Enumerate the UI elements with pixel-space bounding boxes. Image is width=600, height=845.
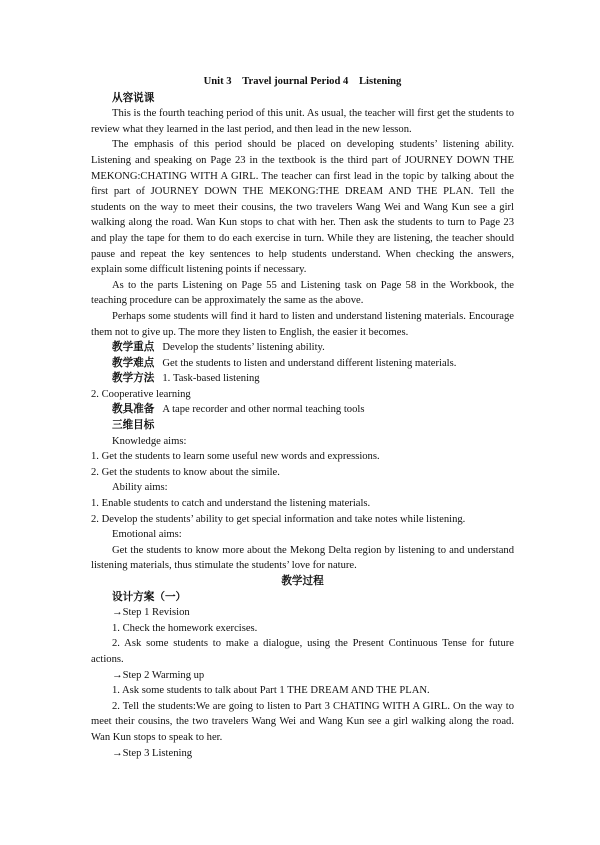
title-name: Travel journal Period 4 xyxy=(242,76,349,87)
intro-paragraph-3: As to the parts Listening on Page 55 and Listening task on Page 58 in the Workbook, the teaching procedure can be approximately the same as the above. xyxy=(91,279,514,307)
emotional-aim: Get the students to know more about the Mekong Delta region by listening to and understand listening materials, thus stimulate the students’ love for nature. xyxy=(91,544,514,572)
emotional-aims-label: Emotional aims: xyxy=(112,529,182,541)
aids-label: 教具准备 xyxy=(112,404,155,416)
aids-text: A tape recorder and other normal teaching tools xyxy=(162,404,365,416)
intro-paragraph-1: This is the fourth teaching period of this unit. As usual, the teacher will first get the students to review what they learned in the last period, and then lead in the new lesson. xyxy=(91,108,514,135)
step-2-heading: →Step 2 Warming up xyxy=(112,669,205,681)
plan-heading: 设计方案（一） xyxy=(112,591,187,603)
aids-line xyxy=(91,402,514,418)
key-points-label: 教学重点 xyxy=(112,342,155,354)
methods-label: 教学方法 xyxy=(112,373,155,385)
step-2-item-1: 1. Ask some students to talk about Part 1 THE DREAM AND THE PLAN. xyxy=(112,685,430,697)
aims-heading: 三维目标 xyxy=(112,420,155,432)
difficulties-label: 教学难点 xyxy=(112,357,155,369)
step-2-item-2: 2. Tell the students:We are going to listen to Part 3 CHATING WITH A GIRL. On the way to meet their cousins, the two travelers Wang Wei and Wang Kun see a girl walking along the road. Wan Kun stops to speak to her. xyxy=(91,700,514,743)
difficulties-line xyxy=(91,356,514,372)
key-points-line xyxy=(91,340,514,356)
knowledge-aim-1: 1. Get the students to learn some useful new words and expressions. xyxy=(91,451,380,463)
step-1-heading: →Step 1 Revision xyxy=(112,607,190,619)
knowledge-aim-2: 2. Get the students to know about the simile. xyxy=(91,466,280,478)
intro-paragraph-4: Perhaps some students will find it hard to listen and understand listening materials. Encourage them not to give up. The more they listen to English, the easier it becomes. xyxy=(91,310,514,338)
methods-item-2: 2. Cooperative learning xyxy=(91,388,191,400)
ability-aim-2: 2. Develop the students’ ability to get special information and take notes while listening. xyxy=(91,513,466,525)
step-3-heading: →Step 3 Listening xyxy=(112,747,193,759)
ability-aim-1: 1. Enable students to catch and understand the listening materials. xyxy=(91,498,371,510)
intro-heading: 从容说课 xyxy=(112,92,155,104)
methods-line xyxy=(91,371,514,387)
title-section: Listening xyxy=(358,76,402,87)
key-points-text: Develop the students’ listening ability. xyxy=(162,342,325,354)
intro-paragraph-2: The emphasis of this period should be placed on developing students’ listening ability. Listening and speaking on Page 23 in the textbook is the third part of JOURNEY DOWN THE MEKONG:CHATING WITH A GIRL. The teacher can first lead in the topic by talking about the first part of JOURNEY DOWN THE MEKONG:THE DREAM AND THE PLAN. Tell the students on the way to meet their cousins, the two travelers Wang Wei and Wang Kun see a girl walking along the road. Wan Kun stops to chat with her. Then ask the students to turn to Page 23 and play the tape for them to do each exercise in turn. While they are listening, the teacher should pause and repeat the key sentences to help students understand. When checking the answers, explain some difficult listening points if necessary. xyxy=(91,139,514,276)
ability-aims-label: Ability aims: xyxy=(112,482,168,494)
knowledge-aims-label: Knowledge aims: xyxy=(112,435,187,447)
title-unit: Unit 3 xyxy=(203,76,232,87)
step-1-item-1: 1. Check the homework exercises. xyxy=(112,622,258,634)
methods-item-1: 1. Task-based listening xyxy=(162,373,260,385)
document-title xyxy=(91,74,514,90)
process-heading: 教学过程 xyxy=(281,576,324,587)
step-1-item-2: 2. Ask some students to make a dialogue, using the Present Continuous Tense for future actions. xyxy=(91,638,514,665)
difficulties-text: Get the students to listen and understand different listening materials. xyxy=(162,357,457,369)
